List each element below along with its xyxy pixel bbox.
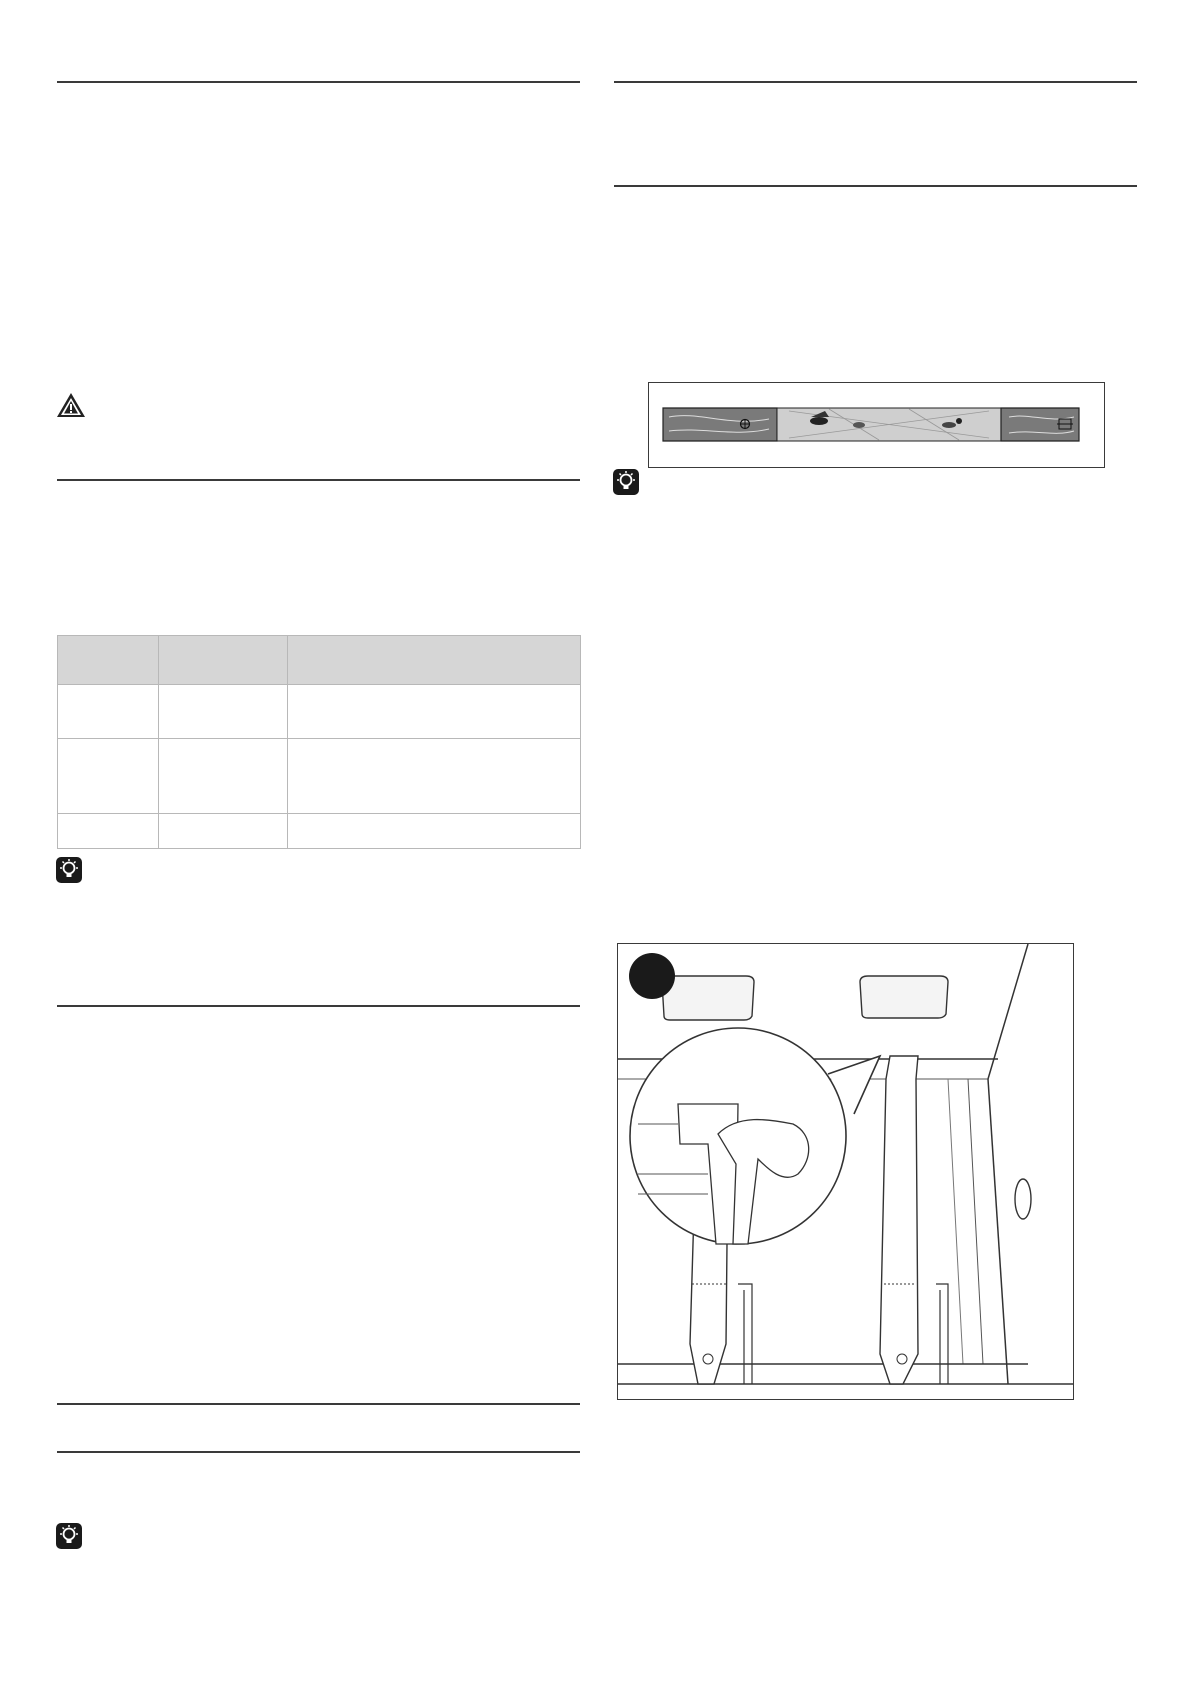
table-cell xyxy=(159,685,288,739)
table-header-cell xyxy=(159,636,288,685)
section-rule xyxy=(614,185,1137,187)
info-table xyxy=(57,635,581,849)
table-row xyxy=(58,685,581,739)
lightbulb-icon xyxy=(56,857,82,883)
table-cell xyxy=(58,685,159,739)
lightbulb-icon xyxy=(56,1523,82,1549)
table-header-cell xyxy=(58,636,159,685)
lightbulb-icon xyxy=(613,469,639,495)
section-rule xyxy=(57,1005,580,1007)
table-header-cell xyxy=(288,636,581,685)
warning-triangle-icon xyxy=(56,392,86,418)
table-cell xyxy=(288,814,581,849)
insect-trap-strip xyxy=(649,383,1104,467)
section-rule xyxy=(614,81,1137,83)
table-row xyxy=(58,739,581,814)
installation-figure xyxy=(617,943,1074,1400)
section-rule xyxy=(57,1403,580,1405)
trap-installation-illustration xyxy=(618,944,1073,1399)
table-header-row xyxy=(58,636,581,685)
table-cell xyxy=(288,685,581,739)
table-cell xyxy=(288,739,581,814)
table-row xyxy=(58,814,581,849)
table-cell xyxy=(58,814,159,849)
insect-trap-figure xyxy=(648,382,1105,468)
section-rule xyxy=(57,479,580,481)
table-cell xyxy=(159,814,288,849)
section-rule xyxy=(57,1451,580,1453)
table-cell xyxy=(159,739,288,814)
table-cell xyxy=(58,739,159,814)
section-rule xyxy=(57,81,580,83)
